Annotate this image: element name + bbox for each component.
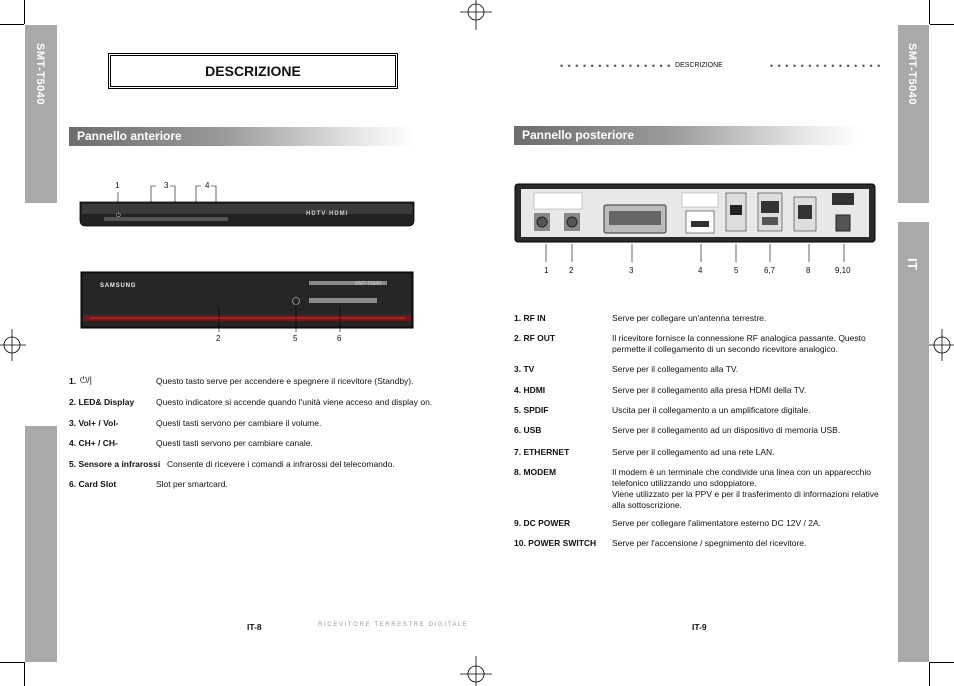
front-item-desc: Consente di ricevere i comandi a infrarossi del telecomando.: [167, 459, 395, 469]
front-callout-4: 4: [205, 181, 210, 190]
power-icon: ⏻/|: [80, 375, 92, 385]
rear-callout: 9,10: [835, 266, 851, 275]
rear-item-label: 2. RF OUT: [514, 333, 556, 343]
header-dots-right: • • • • • • • • • • • • • • •: [770, 61, 882, 71]
registration-mark-left: [0, 325, 26, 365]
rear-callout: 2: [569, 266, 574, 275]
front-callout-5: 5: [293, 334, 298, 343]
front-callout-6: 6: [337, 334, 342, 343]
rear-callout: 1: [544, 266, 549, 275]
crop-mark: [930, 662, 954, 663]
rear-callout: 4: [698, 266, 703, 275]
rear-callout: 3: [629, 266, 634, 275]
front-item-label: 1.: [69, 376, 77, 386]
front-item-desc: Questo tasto serve per accendere e spegnere il ricevitore (Standby).: [156, 376, 414, 386]
front-item-desc: Slot per smartcard.: [156, 479, 228, 489]
rear-item-label: 8. MODEM: [514, 467, 557, 477]
crop-mark: [24, 0, 25, 24]
registration-mark-bottom: [456, 656, 496, 686]
crop-mark: [929, 662, 930, 686]
rear-item-desc: Serve per collegare un'antenna terrestre.: [612, 313, 767, 323]
rear-item-desc: Uscita per il collegamento a un amplificatore digitale.: [612, 405, 811, 415]
front-panel-heading: Pannello anteriore: [69, 127, 414, 146]
rear-callout: 6,7: [764, 266, 776, 275]
front-item-desc: Questi tasti servono per cambiare canale.: [156, 438, 313, 448]
front-item-label: 5. Sensore a infrarossi: [69, 459, 161, 469]
svg-text:⏻: ⏻: [116, 213, 121, 219]
left-side-tab-lower: [25, 426, 57, 662]
front-item-label: 2. LED& Display: [69, 397, 135, 407]
rear-item-label: 3. TV: [514, 364, 535, 374]
rear-callout-lines: [514, 240, 876, 266]
front-callout-1: 1: [115, 181, 120, 190]
header-dots-left: • • • • • • • • • • • • • • •: [560, 61, 672, 71]
title-box: [108, 53, 398, 89]
crop-mark: [0, 662, 24, 663]
rear-item-desc: Serve per collegare l'alimentatore esterno DC 12V / 2A.: [612, 518, 822, 528]
rear-item-label: 7. ETHERNET: [514, 447, 570, 457]
rear-item-label: 5. SPDIF: [514, 405, 549, 415]
rear-item-label: 10. POWER SWITCH: [514, 538, 597, 548]
front-callout-2: 2: [216, 334, 221, 343]
rear-item-label: 6. USB: [514, 425, 542, 435]
front-item-label: 4. CH+ / CH-: [69, 438, 118, 448]
rear-item-label: 9. DC POWER: [514, 518, 571, 528]
footer-running-text: R I C E V I T O R E T E R R E S T R E D I G I T A L E: [318, 622, 467, 628]
front-brand: SAMSUNG: [100, 283, 137, 289]
crop-mark: [24, 662, 25, 686]
registration-mark-top: [456, 0, 496, 30]
front-panel-top-view: [78, 180, 418, 228]
front-item-label: 6. Card Slot: [69, 479, 117, 489]
rear-item-desc: Il ricevitore fornisce la connessione RF analogica passante. Questo permette il collegamento di un secondo ricevitore analogico.: [612, 333, 866, 354]
header-section-label: DESCRIZIONE: [675, 62, 723, 69]
front-item-desc: Questo indicatore si accende quando l'unità viene acceso and display on.: [156, 397, 433, 407]
rear-callout: 8: [806, 266, 811, 275]
crop-mark: [930, 24, 954, 25]
page-number-left: IT-8: [247, 622, 262, 632]
front-logos: HDTV HDMI: [306, 211, 349, 217]
rear-callout: 5: [734, 266, 739, 275]
rear-item-desc: Serve per l'accensione / spegnimento del ricevitore.: [612, 538, 807, 548]
rear-item-desc: Serve per il collegamento ad una rete LAN.: [612, 447, 775, 457]
front-item-desc: Questi tasti servono per cambiare il volume.: [156, 418, 322, 428]
rear-item-desc: Serve per il collegamento alla presa HDMI della TV.: [612, 385, 807, 395]
front-callout-3: 3: [164, 181, 169, 190]
right-side-tab: [898, 25, 929, 203]
right-side-tab-lower: [898, 222, 929, 662]
crop-mark: [0, 24, 24, 25]
rear-panel-heading: Pannello posteriore: [514, 126, 859, 145]
rear-item-label: 1. RF IN: [514, 313, 546, 323]
page-number-right: IT-9: [692, 622, 707, 632]
rear-item-label: 4. HDMI: [514, 385, 546, 395]
rear-item-desc: Serve per il collegamento ad un dispositivo di memoria USB.: [612, 425, 841, 435]
page-title: DESCRIZIONE: [110, 55, 396, 87]
front-item-label: 3. Vol+ / Vol-: [69, 418, 119, 428]
crop-mark: [929, 0, 930, 24]
left-side-tab: [25, 25, 57, 203]
left-side-label: SMT-T5040: [34, 43, 46, 105]
right-side-label: SMT-T5040: [906, 43, 918, 105]
rear-item-desc: Il modem è un terminale che condivide una linea con un apparecchio telefonico utilizzando uno sdoppiatore. Viene utilizzato per la PPV e per il trasferimento di informazioni relative alla sottoscrizione.: [612, 467, 879, 510]
front-callout-lines-bottom: [210, 300, 350, 335]
registration-mark-right: [928, 325, 954, 365]
rear-panel-view: [514, 183, 876, 245]
front-model: SMT-T5040: [355, 281, 382, 287]
language-tab: IT: [905, 258, 920, 271]
rear-item-desc: Serve per il collegamento alla TV.: [612, 364, 739, 374]
